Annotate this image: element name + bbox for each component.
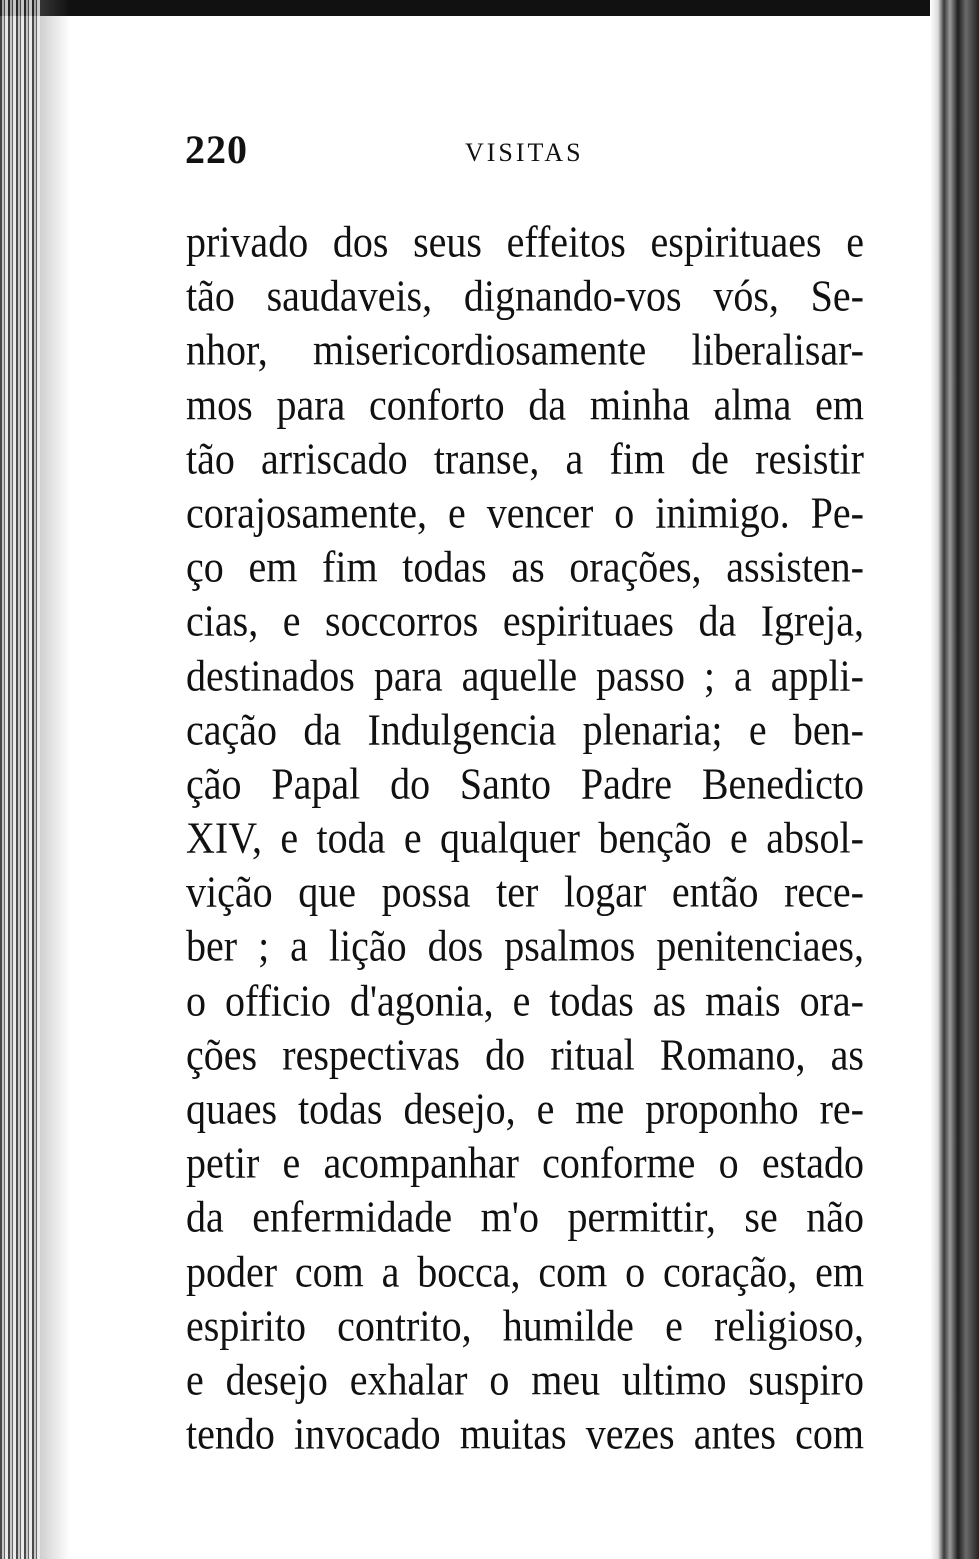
gutter-shadow	[40, 0, 70, 1559]
body-text	[186, 215, 864, 1461]
text-line: vição que possa ter logar então rece-	[186, 866, 864, 917]
text-line: quaes todas desejo, e me proponho re-	[186, 1083, 864, 1134]
text-line: ção Papal do Santo Padre Benedicto	[186, 758, 864, 809]
page-number: 220	[185, 127, 248, 172]
text-line: da enfermidade m'o permittir, se não	[186, 1191, 864, 1243]
page-right-edge	[930, 0, 979, 1559]
page-top-edge	[0, 0, 945, 16]
text-line: cias, e soccorros espirituaes da Igreja,	[186, 595, 864, 646]
text-line: cação da Indulgencia plenaria; e ben-	[186, 703, 864, 755]
running-head	[185, 126, 865, 176]
text-line: o officio d'agonia, e todas as mais ora-	[186, 974, 864, 1026]
text-line: mos para conforto da minha alma em	[186, 378, 864, 430]
text-line: privado dos seus effeitos espirituaes e	[186, 216, 864, 267]
text-line: nhor, misericordiosamente liberalisar-	[186, 324, 864, 376]
text-line: petir e acompanhar conforme o estado	[186, 1137, 864, 1188]
running-title: VISITAS	[465, 138, 584, 167]
text-line: tão saudaveis, dignando-vos vós, Se-	[186, 270, 864, 321]
text-line: tão arriscado transe, a fim de resistir	[186, 432, 864, 484]
text-line: ber ; a lição dos psalmos penitenciaes,	[186, 920, 864, 972]
text-line: XIV, e toda e qualquer benção e absol-	[186, 812, 864, 863]
text-line: corajosamente, e vencer o inimigo. Pe-	[186, 487, 864, 538]
binding-gutter	[0, 0, 40, 1559]
text-line: ções respectivas do ritual Romano, as	[186, 1029, 864, 1080]
text-line: destinados para aquelle passo ; a appli-	[186, 649, 864, 701]
text-line: e desejo exhalar o meu ultimo suspiro	[186, 1354, 864, 1405]
text-line: tendo invocado muitas vezes antes com	[186, 1408, 864, 1459]
text-line: espirito contrito, humilde e religioso,	[186, 1299, 864, 1351]
text-line: poder com a bocca, com o coração, em	[186, 1245, 864, 1297]
text-line: ço em fim todas as orações, assisten-	[186, 541, 864, 592]
